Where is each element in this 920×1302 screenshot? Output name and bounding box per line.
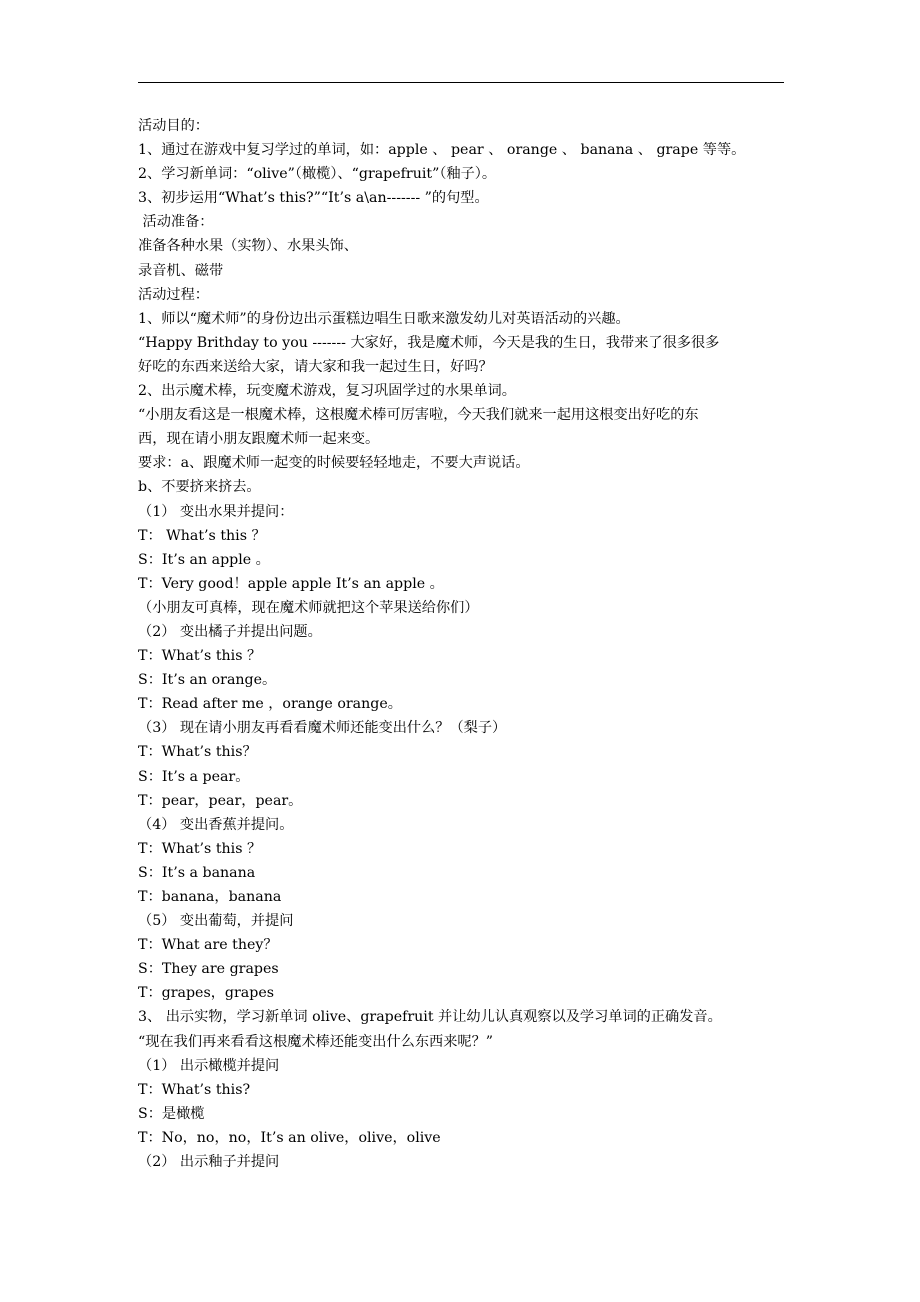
dialogue-line: S：It’s an orange。 xyxy=(138,672,277,689)
requirement-a: 要求：a、跟魔术师一起变的时候要轻轻地走，不要大声说话。 xyxy=(138,455,530,472)
dialogue-line: T：What’s this？ xyxy=(138,744,257,761)
dialogue-line: S：It’s a pear。 xyxy=(138,768,250,785)
preparation-line-1: 准备各种水果（实物）、水果头饰、 xyxy=(138,238,358,255)
dialogue-line: T：What’s this ？ xyxy=(138,648,262,665)
header-rule xyxy=(138,82,784,83)
substep-olive-heading: （1） 出示橄榄并提问 xyxy=(138,1057,280,1074)
section-heading-process: 活动过程： xyxy=(138,286,209,303)
dialogue-line: T：Read after me ，orange orange。 xyxy=(138,696,402,713)
dialogue-line: S：It’s an apple 。 xyxy=(138,551,270,568)
dialogue-line: S：They are grapes xyxy=(138,961,279,978)
dialogue-line: S：是橄榄 xyxy=(138,1105,205,1122)
step-1-dialogue-line-1: “Happy Brithday to you ------- 大家好，我是魔术师，今天是我的生日，我带来了很多很多 xyxy=(138,334,720,351)
dialogue-line: T：pear，pear，pear。 xyxy=(138,792,303,809)
substep-2-heading: （2） 变出橘子并提出问题。 xyxy=(138,623,322,640)
substep-4-heading: （4） 变出香蕉并提问。 xyxy=(138,816,294,833)
step-2: 2、出示魔术棒，玩变魔术游戏，复习巩固学过的水果单词。 xyxy=(138,383,516,400)
dialogue-line: T：Very good！apple apple It’s an apple 。 xyxy=(138,575,444,592)
dialogue-line: S：It’s a banana xyxy=(138,864,256,881)
dialogue-line: T：What’s this? xyxy=(138,1081,251,1098)
step-2-dialogue-line-2: 西，现在请小朋友跟魔术师一起来变。 xyxy=(138,431,380,448)
preparation-line-2: 录音机、磁带 xyxy=(138,262,224,279)
substep-3-heading: （3） 现在请小朋友再看看魔术师还能变出什么？（梨子） xyxy=(138,720,507,737)
step-3-dialogue-line: “现在我们再来看看这根魔术棒还能变出什么东西来呢？” xyxy=(138,1033,494,1050)
step-3: 3、 出示实物，学习新单词 olive、grapefruit 并让幼儿认真观察以及学习单词的正确发音。 xyxy=(138,1009,722,1026)
substep-5-heading: （5） 变出葡萄，并提问 xyxy=(138,913,294,930)
dialogue-line: T：What are they？ xyxy=(138,937,278,954)
objective-1: 1、通过在游戏中复习学过的单词，如：apple 、 pear 、 orange 、 banana 、 grape 等等。 xyxy=(138,142,746,159)
dialogue-line: T： What’s this ？ xyxy=(138,527,266,544)
requirement-b: b、不要挤来挤去。 xyxy=(138,479,261,496)
note-line: （小朋友可真棒，现在魔术师就把这个苹果送给你们） xyxy=(138,599,479,616)
step-1: 1、师以“魔术师”的身份边出示蛋糕边唱生日歌来激发幼儿对英语活动的兴趣。 xyxy=(138,310,630,327)
substep-grapefruit-heading: （2） 出示釉子并提问 xyxy=(138,1154,280,1171)
document-body xyxy=(138,114,786,1174)
dialogue-line: T：What’s this ？ xyxy=(138,840,262,857)
dialogue-line: T：banana，banana xyxy=(138,889,282,905)
section-heading-objectives: 活动目的： xyxy=(138,118,209,134)
dialogue-line: T：grapes，grapes xyxy=(138,985,275,1002)
objective-2: 2、学习新单词：“olive”（橄榄）、“grapefruit”（釉子）。 xyxy=(138,166,497,183)
section-heading-preparation: 活动准备： xyxy=(138,214,214,231)
objective-3: 3、初步运用“What’s this?”“It’s a\an------- ”的句型。 xyxy=(138,190,489,207)
step-2-dialogue-line-1: “小朋友看这是一根魔术棒，这根魔术棒可厉害啦，今天我们就来一起用这根变出好吃的东 xyxy=(138,407,699,424)
substep-1-heading: （1） 变出水果并提问： xyxy=(138,503,294,520)
dialogue-line: T：No，no，no，It’s an olive，olive，olive xyxy=(138,1129,441,1146)
step-1-dialogue-line-2: 好吃的东西来送给大家，请大家和我一起过生日，好吗？ xyxy=(138,358,493,375)
